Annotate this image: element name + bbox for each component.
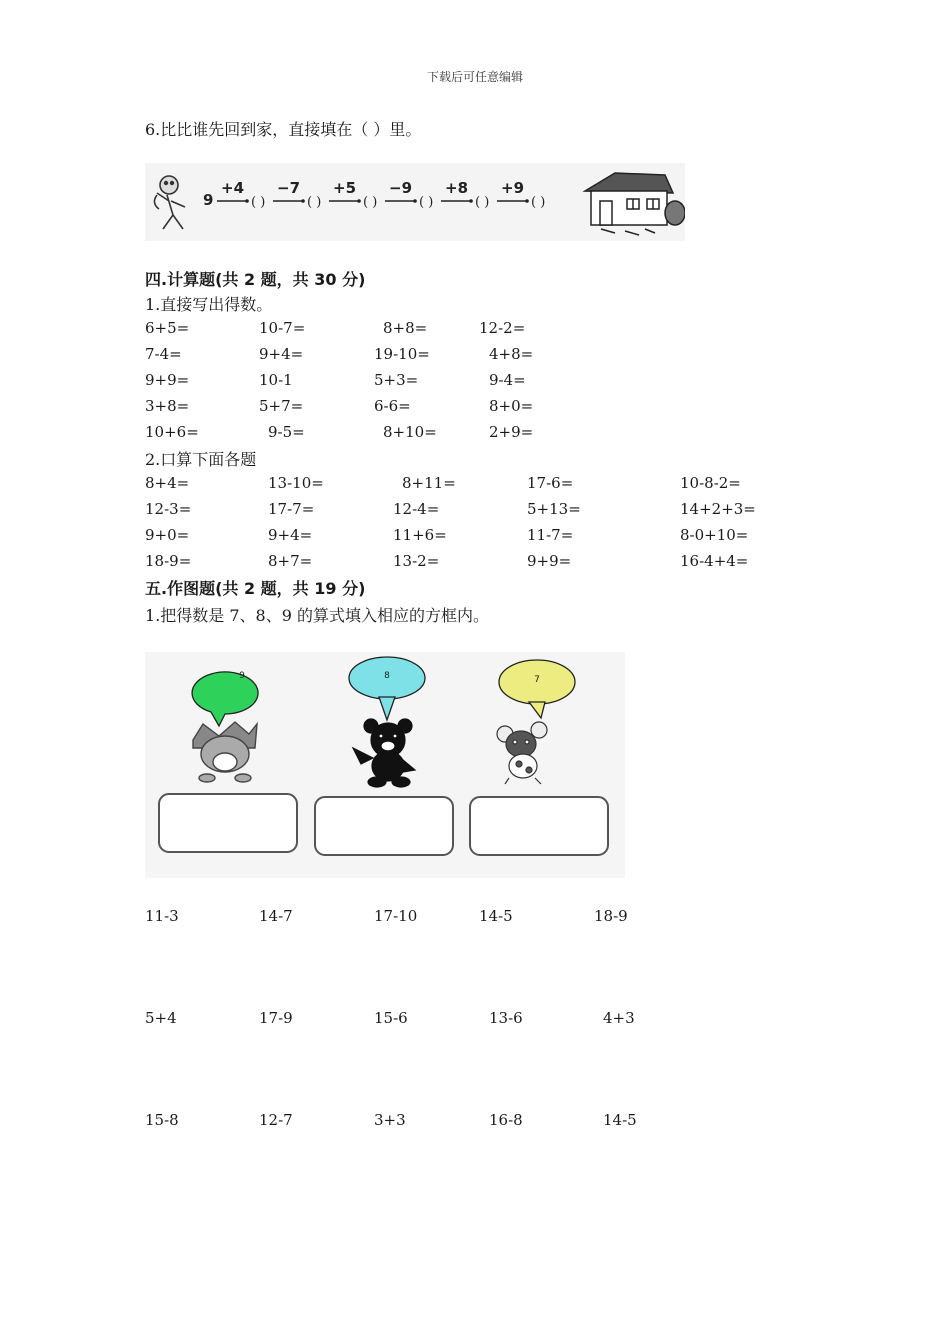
calc-cell: 8+7= bbox=[268, 552, 313, 570]
race-home-figure bbox=[145, 163, 685, 241]
arrow-head bbox=[413, 199, 417, 203]
arrow-head bbox=[357, 199, 361, 203]
question-6-text: 6.比比谁先回到家，直接填在（ ）里。 bbox=[145, 120, 422, 139]
section-4-title: 四.计算题(共 2 题，共 30 分) bbox=[145, 270, 366, 289]
section-4-q2-title: 2.口算下面各题 bbox=[145, 450, 257, 469]
calc-cell: 9+0= bbox=[145, 526, 190, 544]
operation-label: +4 bbox=[221, 179, 245, 197]
expression-item[interactable]: 15-8 bbox=[145, 1111, 179, 1129]
calc-cell: 8+8= bbox=[383, 319, 428, 337]
calc-cell: 8+11= bbox=[402, 474, 456, 492]
calc-cell: 7-4= bbox=[145, 345, 182, 363]
calc-cell: 12-4= bbox=[393, 500, 440, 518]
operation-label: −9 bbox=[389, 179, 413, 197]
calc-cell: 11-7= bbox=[527, 526, 574, 544]
expression-item[interactable]: 17-9 bbox=[259, 1009, 293, 1027]
expression-item[interactable]: 17-10 bbox=[374, 907, 418, 925]
calc-cell: 10-7= bbox=[259, 319, 306, 337]
calc-cell: 2+9= bbox=[489, 423, 534, 441]
answer-blank[interactable]: ( ) bbox=[251, 195, 266, 210]
expression-item[interactable]: 11-3 bbox=[145, 907, 179, 925]
calc-cell: 6-6= bbox=[374, 397, 411, 415]
section-5-title: 五.作图题(共 2 题，共 19 分) bbox=[145, 579, 366, 598]
bubble-label: 8 bbox=[384, 671, 390, 681]
calc-cell: 5+3= bbox=[374, 371, 419, 389]
calc-cell: 11+6= bbox=[393, 526, 447, 544]
answer-blank[interactable]: ( ) bbox=[307, 195, 322, 210]
answer-box-8[interactable] bbox=[315, 797, 453, 855]
calc-cell: 17-7= bbox=[268, 500, 315, 518]
calc-cell: 19-10= bbox=[374, 345, 430, 363]
answer-blank[interactable]: ( ) bbox=[419, 195, 434, 210]
expression-item[interactable]: 18-9 bbox=[594, 907, 628, 925]
calc-cell: 13-10= bbox=[268, 474, 324, 492]
expression-item[interactable]: 15-6 bbox=[374, 1009, 408, 1027]
calc-cell: 9+9= bbox=[145, 371, 190, 389]
operation-label: +9 bbox=[501, 179, 525, 197]
calc-cell: 8+0= bbox=[489, 397, 534, 415]
calc-cell: 9+4= bbox=[268, 526, 313, 544]
calc-cell: 16-4+4= bbox=[680, 552, 749, 570]
answer-blank[interactable]: ( ) bbox=[363, 195, 378, 210]
calc-cell: 10-1 bbox=[259, 371, 293, 389]
calc-cell: 13-2= bbox=[393, 552, 440, 570]
expression-item[interactable]: 13-6 bbox=[489, 1009, 523, 1027]
calc-cell: 6+5= bbox=[145, 319, 190, 337]
calc-cell: 4+8= bbox=[489, 345, 534, 363]
expression-item[interactable]: 4+3 bbox=[603, 1009, 635, 1027]
calc-cell: 10-8-2= bbox=[680, 474, 741, 492]
calc-cell: 18-9= bbox=[145, 552, 192, 570]
expression-item[interactable]: 12-7 bbox=[259, 1111, 293, 1129]
calc-cell: 3+8= bbox=[145, 397, 190, 415]
answer-box-9[interactable] bbox=[159, 794, 297, 852]
bubble-label: 7 bbox=[534, 675, 540, 685]
calc-cell: 12-2= bbox=[479, 319, 526, 337]
arrow-head bbox=[301, 199, 305, 203]
answer-blank[interactable]: ( ) bbox=[475, 195, 490, 210]
calc-cell: 9-4= bbox=[489, 371, 526, 389]
page-header-note: 下载后可任意编辑 bbox=[426, 70, 523, 84]
expression-item[interactable]: 16-8 bbox=[489, 1111, 523, 1129]
calc-cell: 9+4= bbox=[259, 345, 304, 363]
operation-label: +8 bbox=[445, 179, 469, 197]
bubble-label: 9 bbox=[239, 671, 245, 681]
calc-cell: 14+2+3= bbox=[680, 500, 756, 518]
calc-cell: 12-3= bbox=[145, 500, 192, 518]
arrow-head bbox=[469, 199, 473, 203]
calc-cell: 8-0+10= bbox=[680, 526, 749, 544]
arrow-head bbox=[525, 199, 529, 203]
calc-cell: 9+9= bbox=[527, 552, 572, 570]
answer-blank[interactable]: ( ) bbox=[531, 195, 546, 210]
calc-cell: 8+4= bbox=[145, 474, 190, 492]
calc-cell: 17-6= bbox=[527, 474, 574, 492]
answer-box-7[interactable] bbox=[470, 797, 608, 855]
operation-label: −7 bbox=[277, 179, 301, 197]
calc-cell: 10+6= bbox=[145, 423, 199, 441]
expression-item[interactable]: 3+3 bbox=[374, 1111, 406, 1129]
section-4-q1-title: 1.直接写出得数。 bbox=[145, 295, 273, 314]
calc-cell: 5+7= bbox=[259, 397, 304, 415]
start-number: 9 bbox=[203, 191, 214, 209]
expression-item[interactable]: 5+4 bbox=[145, 1009, 177, 1027]
expression-item[interactable]: 14-7 bbox=[259, 907, 293, 925]
animals-figure bbox=[145, 652, 625, 878]
arrow-head bbox=[245, 199, 249, 203]
operation-label: +5 bbox=[333, 179, 357, 197]
calc-cell: 5+13= bbox=[527, 500, 581, 518]
expression-item[interactable]: 14-5 bbox=[603, 1111, 637, 1129]
calc-cell: 9-5= bbox=[268, 423, 305, 441]
section-5-q1-title: 1.把得数是 7、8、9 的算式填入相应的方框内。 bbox=[145, 606, 489, 625]
calc-cell: 8+10= bbox=[383, 423, 437, 441]
expression-item[interactable]: 14-5 bbox=[479, 907, 513, 925]
